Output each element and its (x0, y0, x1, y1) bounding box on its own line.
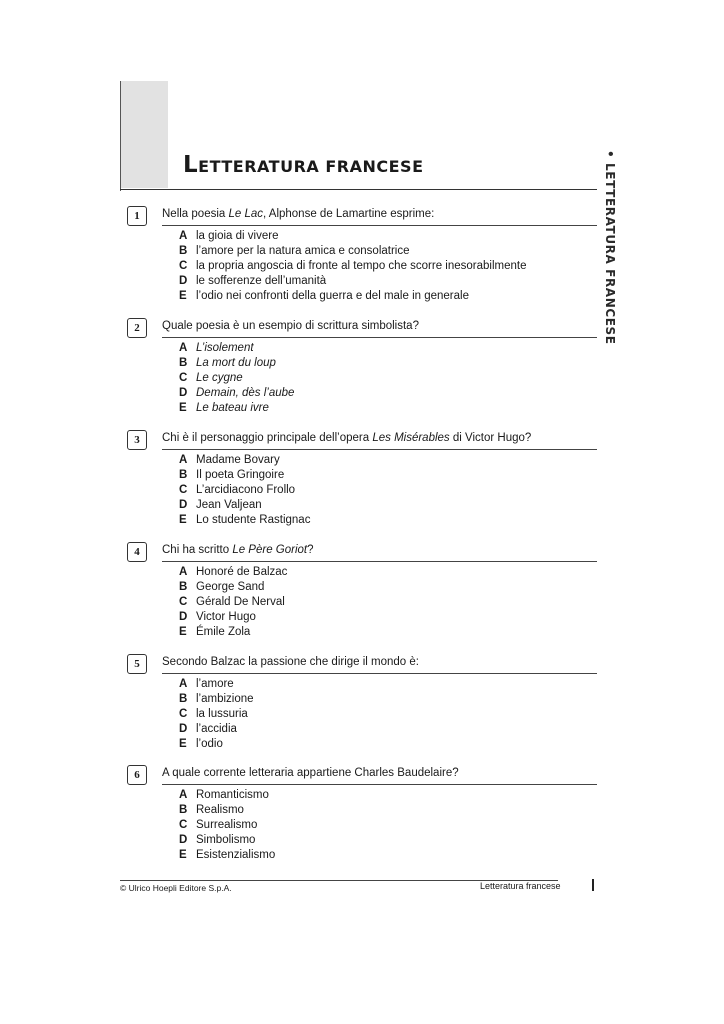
option-letter: E (179, 626, 187, 639)
option-text: Le cygne (196, 372, 243, 385)
option-letter: B (179, 581, 188, 594)
answer-option-a[interactable] (179, 229, 527, 244)
answer-option-d[interactable] (179, 722, 254, 737)
option-text: Madame Bovary (196, 454, 280, 466)
stem-part-italic: Le Père Goriot (232, 544, 308, 556)
answer-option-e[interactable] (179, 625, 287, 640)
question-stem (162, 208, 597, 226)
question-number: 3 (127, 430, 147, 450)
answer-option-e[interactable] (179, 513, 310, 528)
page-title (183, 152, 424, 178)
answer-option-a[interactable] (179, 453, 310, 468)
answer-option-e[interactable] (179, 737, 254, 752)
footer-copyright: © Ulrico Hoepli Editore S.p.A. (120, 883, 232, 893)
question-stem (162, 656, 597, 674)
option-letter: B (179, 804, 188, 817)
option-letter: D (179, 387, 188, 400)
answer-option-c[interactable] (179, 818, 275, 833)
option-text: l’odio (196, 738, 223, 751)
footer-section-title: Letteratura francese (480, 881, 561, 891)
option-text: l’accidia (196, 723, 237, 736)
answer-option-d[interactable] (179, 610, 287, 625)
stem-part: Chi ha scritto (162, 544, 233, 556)
option-text: la lussuria (196, 708, 248, 721)
option-letter: B (179, 469, 188, 482)
title-rule (120, 189, 597, 190)
answer-option-c[interactable] (179, 707, 254, 722)
answer-option-e[interactable] (179, 848, 275, 863)
header-shade-block (121, 81, 168, 188)
answer-option-b[interactable] (179, 692, 254, 707)
option-letter: E (179, 402, 187, 415)
answer-option-b[interactable] (179, 468, 310, 483)
option-letter: E (179, 290, 187, 303)
answer-option-c[interactable] (179, 371, 294, 386)
option-text: l’ambizione (196, 693, 254, 706)
stem-part: Secondo Balzac la passione che dirige il mondo è: (162, 656, 419, 668)
header-vertical-rule (120, 81, 121, 191)
option-text: l’amore (196, 678, 234, 690)
question-number: 2 (127, 318, 147, 338)
answer-option-a[interactable] (179, 677, 254, 692)
option-text: Jean Valjean (196, 499, 262, 512)
stem-part: A quale corrente letteraria appartiene Charles Baudelaire? (162, 767, 459, 779)
option-text: la gioia di vivere (196, 230, 279, 242)
stem-part: Quale poesia è un esempio di scrittura simbolista? (162, 320, 419, 332)
option-letter: E (179, 738, 187, 751)
option-text: La mort du loup (196, 357, 276, 370)
answer-option-c[interactable] (179, 483, 310, 498)
answer-option-c[interactable] (179, 259, 527, 274)
option-text: Realismo (196, 804, 244, 817)
answer-options (179, 677, 254, 752)
answer-options (179, 565, 287, 640)
option-letter: C (179, 596, 188, 609)
question-number: 6 (127, 765, 147, 785)
answer-option-b[interactable] (179, 356, 294, 371)
option-letter: C (179, 708, 188, 721)
answer-option-e[interactable] (179, 289, 527, 304)
option-letter: E (179, 849, 187, 862)
option-text: L’arcidiacono Frollo (196, 484, 296, 497)
option-letter: A (179, 230, 188, 242)
answer-option-b[interactable] (179, 244, 527, 259)
answer-options (179, 453, 310, 528)
question-number: 4 (127, 542, 147, 562)
option-letter: D (179, 834, 188, 847)
answer-option-b[interactable] (179, 803, 275, 818)
option-letter: D (179, 723, 188, 736)
option-text: George Sand (196, 581, 265, 594)
option-text: l’odio nei confronti della guerra e del male in generale (196, 290, 469, 303)
stem-part: Nella poesia (162, 208, 229, 220)
option-text: Simbolismo (196, 834, 256, 847)
question-number: 1 (127, 206, 147, 226)
stem-part: , Alphonse de Lamartine esprime: (263, 208, 435, 220)
option-letter: D (179, 499, 188, 512)
question-stem (162, 544, 597, 562)
answer-option-a[interactable] (179, 788, 275, 803)
answer-option-d[interactable] (179, 498, 310, 513)
answer-option-d[interactable] (179, 386, 294, 401)
stem-part: di Victor Hugo? (449, 432, 532, 444)
option-letter: A (179, 566, 188, 578)
question-stem (162, 767, 597, 785)
answer-option-a[interactable] (179, 341, 294, 356)
answer-option-b[interactable] (179, 580, 287, 595)
option-text: Romanticismo (196, 789, 269, 801)
stem-part-italic: Le Lac (228, 208, 264, 220)
option-letter: B (179, 245, 188, 258)
option-text: Victor Hugo (196, 611, 256, 624)
question-stem (162, 320, 597, 338)
option-letter: C (179, 819, 188, 832)
question-number: 5 (127, 654, 147, 674)
answer-option-e[interactable] (179, 401, 294, 416)
option-text: Il poeta Gringoire (196, 469, 285, 482)
option-letter: C (179, 260, 188, 273)
option-text: Surrealismo (196, 819, 258, 832)
option-text: Le bateau ivre (196, 402, 269, 415)
side-section-label: • LETTERATURA FRANCESE (603, 150, 617, 345)
option-letter: A (179, 789, 188, 801)
option-text: Honoré de Balzac (196, 566, 288, 578)
answer-option-a[interactable] (179, 565, 287, 580)
answer-options (179, 229, 527, 304)
answer-options (179, 341, 294, 416)
stem-part: Chi è il personaggio principale dell’opera (162, 432, 373, 444)
page-title-initial: L (183, 152, 199, 178)
option-text: Gérald De Nerval (196, 596, 285, 609)
option-text: l’amore per la natura amica e consolatrice (196, 245, 410, 258)
answer-options (179, 788, 275, 863)
option-letter: D (179, 275, 188, 288)
answer-option-c[interactable] (179, 595, 287, 610)
stem-part-italic: Les Misérables (372, 432, 450, 444)
option-text: la propria angoscia di fronte al tempo che scorre inesorabilmente (196, 260, 527, 273)
option-text: Émile Zola (196, 626, 251, 639)
option-text: Demain, dès l’aube (196, 387, 295, 400)
option-text: Esistenzialismo (196, 849, 276, 862)
page-title-rest: ETTERATURA FRANCESE (198, 157, 424, 176)
option-letter: A (179, 454, 188, 466)
option-letter: B (179, 693, 188, 706)
option-letter: A (179, 678, 188, 690)
answer-option-d[interactable] (179, 833, 275, 848)
option-letter: C (179, 484, 188, 497)
option-letter: D (179, 611, 188, 624)
option-text: le sofferenze dell’umanità (196, 275, 327, 288)
footer-page-marker (592, 879, 594, 891)
option-text: L’isolement (196, 342, 254, 354)
option-text: Lo studente Rastignac (196, 514, 311, 527)
answer-option-d[interactable] (179, 274, 527, 289)
option-letter: C (179, 372, 188, 385)
option-letter: E (179, 514, 187, 527)
option-letter: A (179, 342, 188, 354)
stem-part: ? (307, 544, 314, 556)
option-letter: B (179, 357, 188, 370)
question-stem (162, 432, 597, 450)
